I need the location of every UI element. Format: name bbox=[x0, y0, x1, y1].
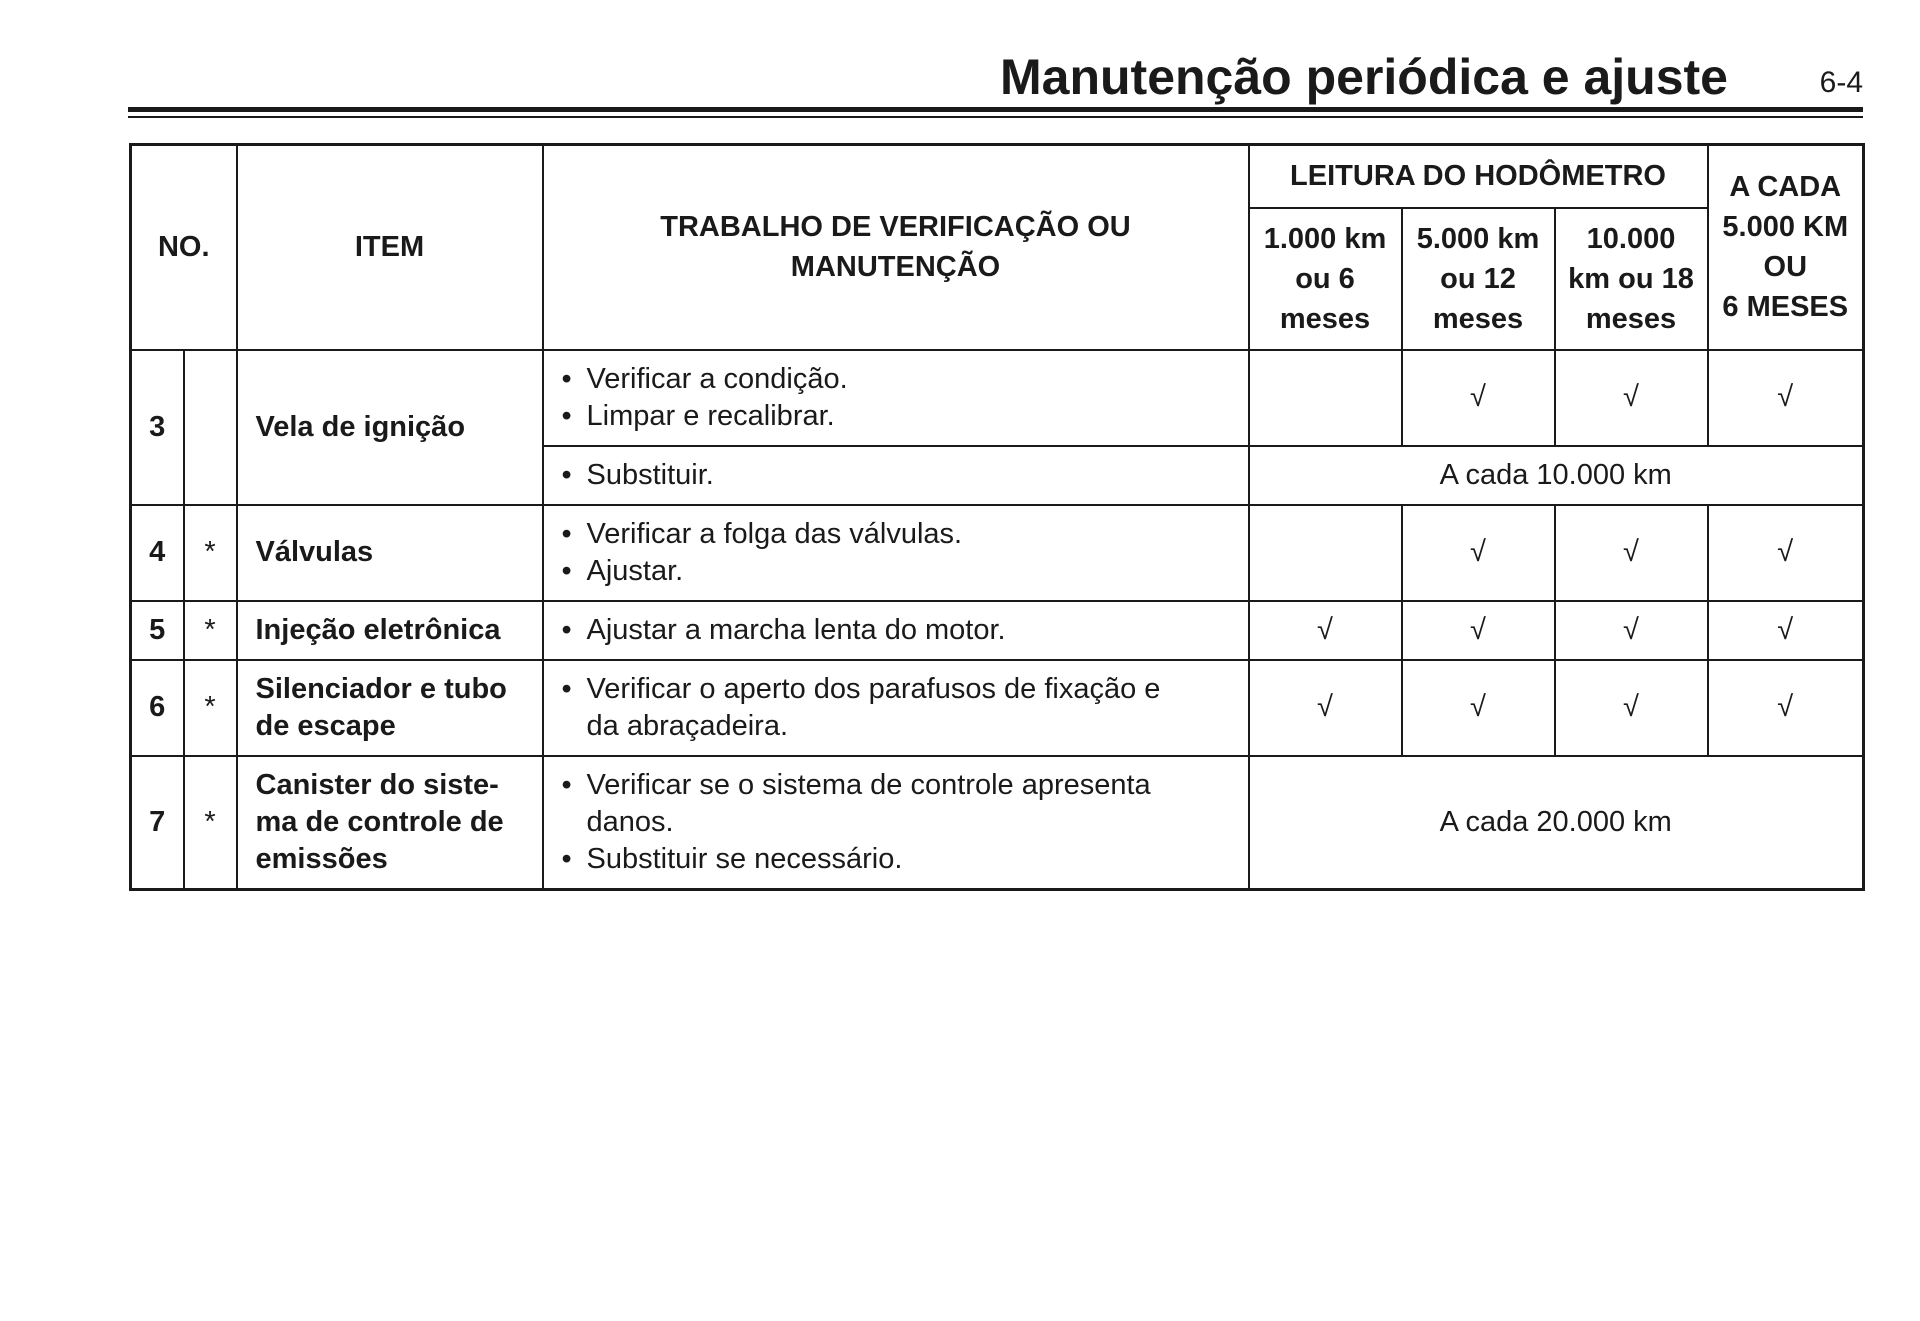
header-every-line-4: 6 MESES bbox=[1722, 291, 1849, 324]
work-text: Ajustar a marcha lenta do motor. bbox=[586, 613, 1006, 646]
bullet-icon: • bbox=[561, 458, 572, 491]
row-3-star bbox=[184, 350, 237, 505]
header-10000km-line-2: km ou 18 bbox=[1568, 262, 1694, 295]
list-item bbox=[562, 398, 1236, 435]
row-3a-check-4: √ bbox=[1708, 350, 1864, 446]
list-item bbox=[562, 516, 1236, 553]
bullet-icon: • bbox=[561, 842, 572, 875]
header-every bbox=[1708, 145, 1864, 350]
row-3b-work bbox=[543, 446, 1249, 505]
row-5-check-1: √ bbox=[1249, 601, 1402, 660]
header-work-line-2: MANUTENÇÃO bbox=[790, 251, 1001, 284]
header-every-line-3: OU bbox=[1763, 251, 1808, 284]
row-4-work bbox=[543, 505, 1249, 601]
table-row-5 bbox=[131, 601, 1864, 660]
row-3b-interval: A cada 10.000 km bbox=[1249, 446, 1864, 505]
row-3-no: 3 bbox=[131, 350, 184, 505]
bullet-icon: • bbox=[561, 362, 572, 395]
list-item bbox=[562, 457, 1236, 494]
row-3a-check-2: √ bbox=[1402, 350, 1555, 446]
header-odometer: LEITURA DO HODÔMETRO bbox=[1249, 145, 1708, 208]
header-1000km bbox=[1249, 208, 1402, 350]
maintenance-table bbox=[129, 143, 1865, 891]
row-5-work bbox=[543, 601, 1249, 660]
row-7-no: 7 bbox=[131, 756, 184, 890]
page-title: Manutenção periódica e ajuste bbox=[1000, 49, 1728, 105]
row-7-star: * bbox=[184, 756, 237, 890]
row-5-star: * bbox=[184, 601, 237, 660]
header-10000km-line-3: meses bbox=[1585, 302, 1677, 335]
row-6-work bbox=[543, 660, 1249, 756]
row-7-work-line-2: danos. bbox=[586, 805, 674, 838]
row-5-check-3: √ bbox=[1555, 601, 1708, 660]
header-row-1 bbox=[131, 145, 1864, 208]
header-item: ITEM bbox=[237, 145, 543, 350]
table-row-4 bbox=[131, 505, 1864, 601]
row-7-interval: A cada 20.000 km bbox=[1249, 756, 1864, 890]
row-4-item: Válvulas bbox=[237, 505, 543, 601]
row-4-check-1 bbox=[1249, 505, 1402, 601]
row-7-item bbox=[237, 756, 543, 890]
work-text: Substituir se necessário. bbox=[586, 842, 903, 875]
row-4-check-4: √ bbox=[1708, 505, 1864, 601]
header-every-line-1: A CADA bbox=[1729, 171, 1842, 204]
bullet-icon: • bbox=[561, 517, 572, 550]
header-no: NO. bbox=[131, 145, 237, 350]
list-item bbox=[562, 553, 1236, 590]
header-1000km-line-2: ou 6 bbox=[1295, 262, 1355, 295]
table-row-7 bbox=[131, 756, 1864, 890]
header-every-line-2: 5.000 KM bbox=[1722, 211, 1849, 244]
work-text: Limpar e recalibrar. bbox=[586, 399, 835, 432]
list-item bbox=[562, 841, 1236, 878]
row-7-work-line-1: Verificar se o sistema de controle apresenta bbox=[586, 768, 1151, 801]
bullet-icon: • bbox=[561, 399, 572, 432]
row-5-no: 5 bbox=[131, 601, 184, 660]
header-5000km bbox=[1402, 208, 1555, 350]
row-4-check-2: √ bbox=[1402, 505, 1555, 601]
row-6-item-line-2: de escape bbox=[255, 709, 396, 742]
row-6-star: * bbox=[184, 660, 237, 756]
bullet-icon: • bbox=[561, 672, 572, 705]
row-6-check-3: √ bbox=[1555, 660, 1708, 756]
row-6-work-line-2: da abraçadeira. bbox=[586, 709, 789, 742]
work-text bbox=[587, 767, 1236, 841]
header-work bbox=[543, 145, 1249, 350]
row-7-item-line-2: ma de controle de bbox=[255, 805, 504, 838]
work-text: Ajustar. bbox=[586, 554, 684, 587]
header-10000km bbox=[1555, 208, 1708, 350]
bullet-icon: • bbox=[561, 768, 572, 801]
table-row-6 bbox=[131, 660, 1864, 756]
row-7-item-line-3: emissões bbox=[255, 842, 388, 875]
row-6-check-1: √ bbox=[1249, 660, 1402, 756]
row-6-item-line-1: Silenciador e tubo bbox=[255, 672, 507, 705]
row-3a-check-3: √ bbox=[1555, 350, 1708, 446]
list-item bbox=[562, 361, 1236, 398]
row-6-check-4: √ bbox=[1708, 660, 1864, 756]
bullet-icon: • bbox=[561, 554, 572, 587]
work-text bbox=[587, 671, 1236, 745]
header-5000km-line-1: 5.000 km bbox=[1416, 222, 1540, 255]
work-text: Substituir. bbox=[586, 458, 714, 491]
row-5-item: Injeção eletrônica bbox=[237, 601, 543, 660]
row-4-check-3: √ bbox=[1555, 505, 1708, 601]
work-text: Verificar a folga das válvulas. bbox=[586, 517, 963, 550]
row-6-item bbox=[237, 660, 543, 756]
row-7-item-line-1: Canister do siste- bbox=[255, 768, 499, 801]
page-number: 6-4 bbox=[1819, 66, 1863, 99]
row-3-item: Vela de ignição bbox=[237, 350, 543, 505]
row-6-no: 6 bbox=[131, 660, 184, 756]
row-3a-check-1 bbox=[1249, 350, 1402, 446]
header-rule-thick bbox=[128, 107, 1863, 112]
row-3a-work bbox=[543, 350, 1249, 446]
row-4-no: 4 bbox=[131, 505, 184, 601]
table-row-3a bbox=[131, 350, 1864, 446]
work-text: Verificar a condição. bbox=[586, 362, 848, 395]
header-work-line-1: TRABALHO DE VERIFICAÇÃO OU bbox=[660, 211, 1131, 244]
header-10000km-line-1: 10.000 bbox=[1586, 222, 1676, 255]
row-5-check-4: √ bbox=[1708, 601, 1864, 660]
list-item bbox=[562, 612, 1236, 649]
list-item bbox=[562, 671, 1236, 745]
header-rule-thin bbox=[128, 116, 1863, 118]
row-5-check-2: √ bbox=[1402, 601, 1555, 660]
list-item bbox=[562, 767, 1236, 841]
header-1000km-line-3: meses bbox=[1279, 302, 1371, 335]
bullet-icon: • bbox=[561, 613, 572, 646]
row-6-work-line-1: Verificar o aperto dos parafusos de fixação e bbox=[586, 672, 1161, 705]
header-5000km-line-2: ou 12 bbox=[1440, 262, 1516, 295]
row-4-star: * bbox=[184, 505, 237, 601]
row-6-check-2: √ bbox=[1402, 660, 1555, 756]
header-1000km-line-1: 1.000 km bbox=[1263, 222, 1387, 255]
header-5000km-line-3: meses bbox=[1432, 302, 1524, 335]
row-7-work bbox=[543, 756, 1249, 890]
